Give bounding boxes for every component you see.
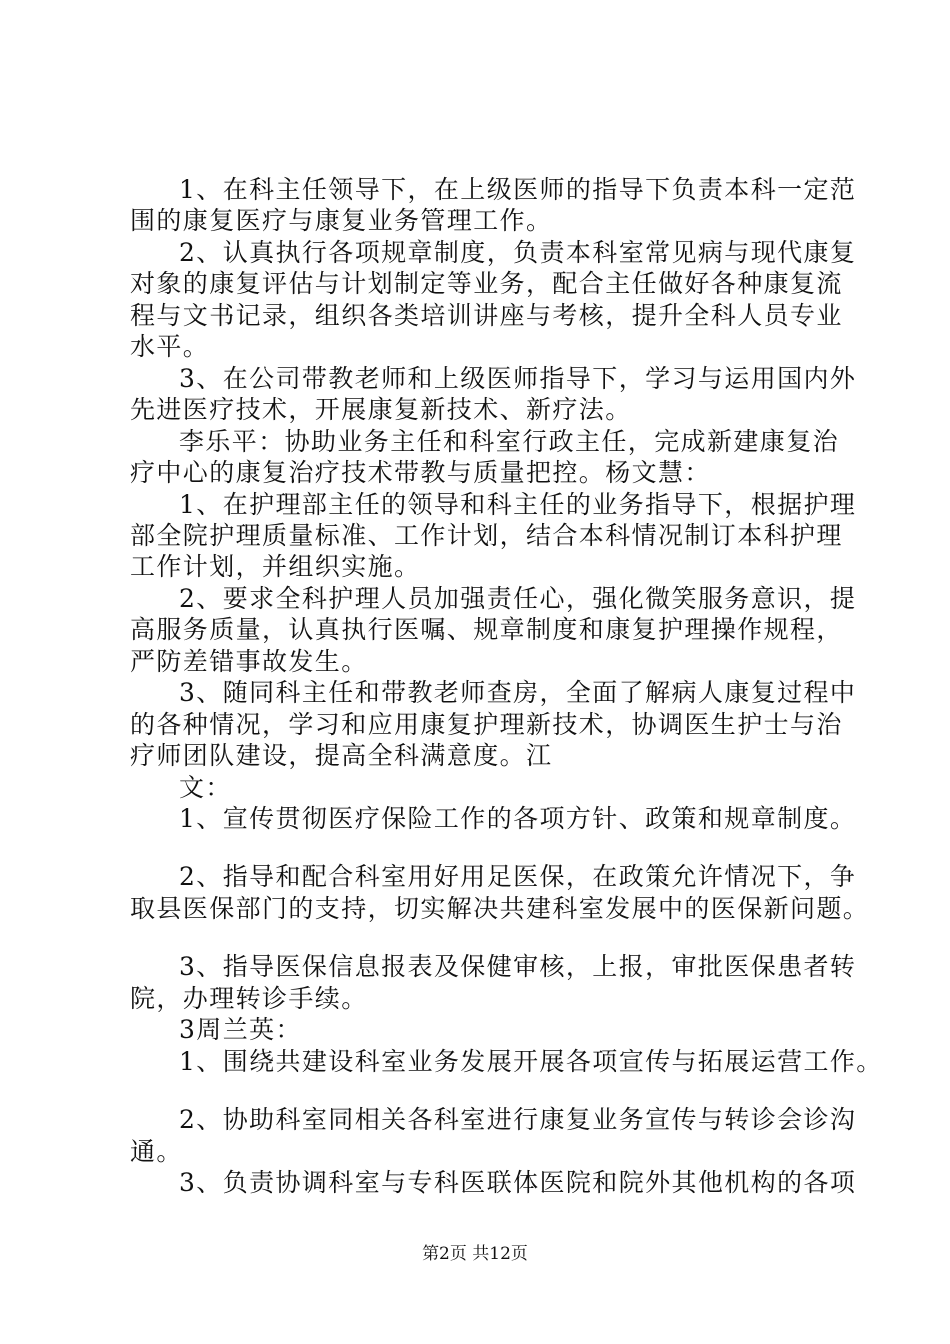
text-line: 院，办理转诊手续。: [130, 984, 368, 1013]
text-line: 围的康复医疗与康复业务管理工作。: [130, 206, 553, 235]
text-line: 3、负责协调科室与专科医联体医院和院外其他机构的各项: [179, 1168, 857, 1197]
text-line: 部全院护理质量标准、工作计划，结合本科情况制订本科护理: [130, 521, 843, 550]
text-line: 疗师团队建设，提高全科满意度。江: [130, 741, 553, 770]
text-line: 3、随同科主任和带教老师查房，全面了解病人康复过程中: [179, 678, 857, 707]
text-line: 先进医疗技术，开展康复新技术、新疗法。: [130, 395, 632, 424]
text-line: 的各种情况，学习和应用康复护理新技术，协调医生护士与治: [130, 710, 843, 739]
text-line: 文：: [179, 773, 232, 802]
text-line: 1、在护理部主任的领导和科主任的业务指导下，根据护理: [179, 490, 857, 519]
text-line: 1、宣传贯彻医疗保险工作的各项方针、政策和规章制度。: [179, 804, 857, 833]
text-line: 2、认真执行各项规章制度，负责本科室常见病与现代康复: [179, 238, 857, 267]
text-line: 程与文书记录，组织各类培训讲座与考核，提升全科人员专业: [130, 301, 843, 330]
text-line: 3周兰英：: [179, 1015, 302, 1044]
text-line: 1、围绕共建设科室业务发展开展各项宣传与拓展运营工作。: [179, 1047, 883, 1076]
text-line: 李乐平：协助业务主任和科室行政主任，完成新建康复治: [179, 427, 840, 456]
text-line: 工作计划，并组织实施。: [130, 552, 421, 581]
text-line: 对象的康复评估与计划制定等业务，配合主任做好各种康复流: [130, 269, 843, 298]
text-line: 1、在科主任领导下，在上级医师的指导下负责本科一定范: [179, 175, 857, 204]
text-line: 高服务质量，认真执行医嘱、规章制度和康复护理操作规程，: [130, 615, 843, 644]
text-line: 2、协助科室同相关各科室进行康复业务宣传与转诊会诊沟: [179, 1105, 857, 1134]
text-line: 疗中心的康复治疗技术带教与质量把控。杨文慧：: [130, 458, 711, 487]
text-line: 3、指导医保信息报表及保健审核，上报，审批医保患者转: [179, 952, 857, 981]
text-line: 2、指导和配合科室用好用足医保，在政策允许情况下，争: [179, 862, 857, 891]
text-line: 通。: [130, 1137, 183, 1166]
page-footer: 第2页 共12页: [422, 1244, 528, 1264]
text-line: 严防差错事故发生。: [130, 647, 368, 676]
text-line: 2、要求全科护理人员加强责任心，强化微笑服务意识，提: [179, 584, 857, 613]
text-line: 3、在公司带教老师和上级医师指导下，学习与运用国内外: [179, 364, 857, 393]
text-line: 水平。: [130, 332, 210, 361]
text-line: 取县医保部门的支持，切实解决共建科室发展中的医保新问题。: [130, 894, 870, 923]
